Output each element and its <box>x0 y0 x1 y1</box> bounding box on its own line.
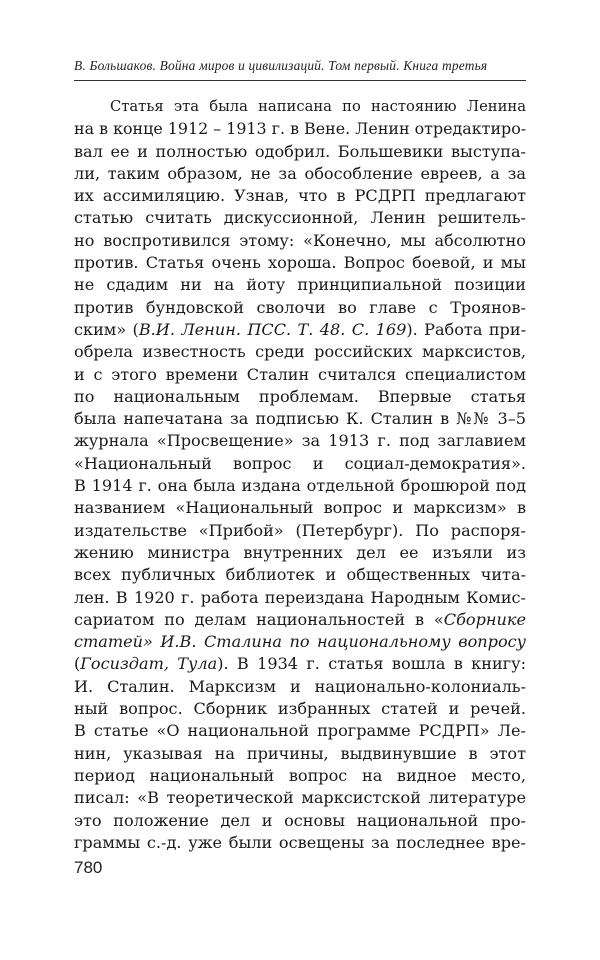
text-line: ли, таким образом, не за обособление евреев, а за <box>74 163 526 183</box>
text-line: жению министра внутренних дел ее изъяли из <box>74 542 526 562</box>
text-segment: ). Работа при- <box>406 319 527 339</box>
text-line: граммы с.-д. уже были освещены за последнее вре- <box>74 832 526 852</box>
text-line-mixed <box>74 319 526 341</box>
text-line: журнала «Просвещение» за 1913 г. под заглавием <box>74 431 526 451</box>
text-line: их ассимиляцию. Узнав, что в РСДРП предлагают <box>74 186 526 206</box>
text-line-mixed <box>74 631 526 653</box>
header-rule <box>74 80 526 81</box>
text-line: обрела известность среди российских марксистов, <box>74 342 526 362</box>
text-line: Статья эта была написана по настоянию Ленина <box>110 98 526 115</box>
text-segment: сариатом по делам национальностей в « <box>74 609 444 629</box>
text-line: на в конце 1912 – 1913 г. в Вене. Ленин отредактиро- <box>74 119 527 139</box>
text-line: писал: «В теоретической марксистской литературе <box>74 788 526 808</box>
citation-italic: В.И. Ленин. ПСС. Т. 48. С. 169 <box>138 319 407 339</box>
text-segment: ( <box>74 654 81 674</box>
text-line: вал ее и полностью одобрил. Большевики выступа- <box>74 141 526 161</box>
citation-italic: Сборнике <box>443 609 526 629</box>
text-line: «Национальный вопрос и социал-демократия». <box>74 453 526 473</box>
body-text <box>74 96 526 854</box>
text-line: лен. В 1920 г. работа переиздана Народным Комис- <box>74 587 526 607</box>
text-line: была напечатана за подписью К. Сталин в №№ 3–5 <box>74 409 526 429</box>
text-line: В статье «О национальной программе РСДРП» Ле- <box>74 721 526 741</box>
text-line: это положение дел и основы национальной про- <box>74 810 526 830</box>
text-line: по национальным проблемам. Впервые статья <box>74 386 526 406</box>
text-segment: ). В 1934 г. статья вошла в книгу: <box>217 654 526 674</box>
text-line: издательстве «Прибой» (Петербург). По распоря- <box>74 520 526 540</box>
citation-italic: статей» И.В. Сталина по национальному вопросу <box>74 632 526 652</box>
text-line: ный вопрос. Сборник избранных статей и речей. <box>74 699 526 719</box>
text-line: В 1914 г. она была издана отдельной брошюрой под <box>74 476 526 496</box>
text-line: нин, указывая на причины, выдвинувшие в этот <box>74 743 526 763</box>
text-line-mixed <box>74 653 526 675</box>
text-line: против. Статья очень хороша. Вопрос боевой, и мы <box>74 253 526 273</box>
page-number: 780 <box>74 858 103 877</box>
text-line: названием «Национальный вопрос и марксизм» в <box>74 498 526 518</box>
text-segment: ским» ( <box>74 319 139 339</box>
text-line: период национальный вопрос на видное место, <box>74 765 526 785</box>
text-line: не сдадим ни на йоту принципиальной позиции <box>74 275 526 295</box>
text-line: против бундовской сволочи во главе с Троянов- <box>74 297 526 317</box>
text-line-mixed <box>74 609 526 631</box>
citation-italic: Госиздат, Тула <box>80 654 218 674</box>
text-line: но воспротивился этому: «Конечно, мы абсолютно <box>74 230 526 250</box>
text-line: всех публичных библиотек и общественных чита- <box>74 565 526 585</box>
text-line: статью считать дискуссионной, Ленин решитель- <box>74 208 526 228</box>
running-head: В. Большаков. Война миров и цивилизаций. Том первый. Книга третья <box>74 58 488 73</box>
text-line: И. Сталин. Марксизм и национально-колониаль- <box>74 676 526 696</box>
text-line: и с этого времени Сталин считался специалистом <box>74 364 526 384</box>
